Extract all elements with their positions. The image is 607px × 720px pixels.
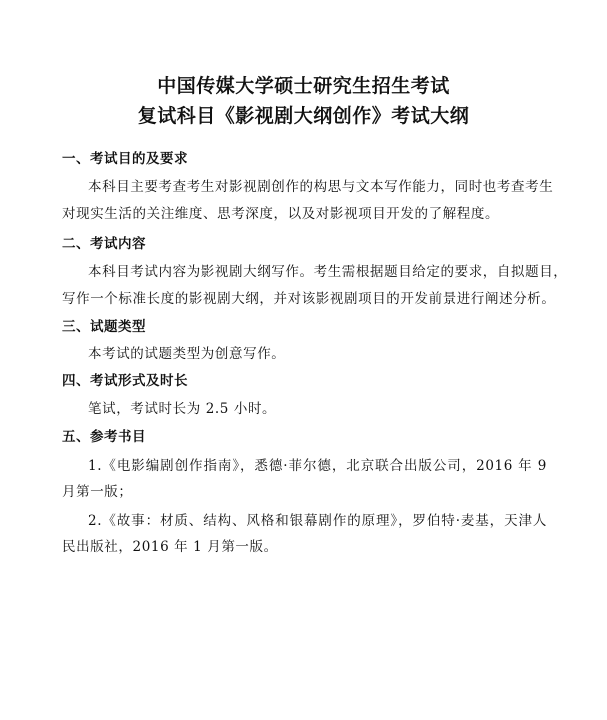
section-heading-3: 三、试题类型: [62, 319, 146, 335]
reference-item-1-line-1: 1.《电影编剧创作指南》，悉德·菲尔德，北京联合出版公司，2016 年 9: [88, 458, 547, 474]
section-heading-1: 一、考试目的及要求: [62, 151, 188, 167]
section-1-paragraph-line-1: 本科目主要考查考生对影视剧创作的构思与文本写作能力，同时也考查考生: [88, 179, 554, 195]
section-heading-2: 二、考试内容: [62, 236, 146, 252]
reference-item-2-line-1: 2.《故事：材质、结构、风格和银幕剧作的原理》，罗伯特·麦基，天津人: [88, 513, 547, 529]
section-3-paragraph-line-1: 本考试的试题类型为创意写作。: [88, 346, 286, 362]
reference-item-1-line-2: 月第一版；: [62, 484, 133, 500]
section-2-paragraph-line-2: 写作一个标准长度的影视剧大纲，并对该影视剧项目的开发前景进行阐述分析。: [62, 291, 556, 307]
section-2-paragraph-line-1: 本科目考试内容为影视剧大纲写作。考生需根据题目给定的要求，自拟题目，: [88, 264, 568, 280]
reference-item-2-line-2: 民出版社，2016 年 1 月第一版。: [62, 539, 278, 555]
section-1-paragraph-line-2: 对现实生活的关注维度、思考深度，以及对影视项目开发的了解程度。: [62, 206, 500, 222]
section-heading-4: 四、考试形式及时长: [62, 373, 188, 389]
document-title-line-1: 中国传媒大学硕士研究生招生考试: [157, 75, 450, 97]
section-heading-5: 五、参考书目: [62, 429, 146, 445]
section-4-paragraph-line-1: 笔试，考试时长为 2.5 小时。: [88, 401, 277, 417]
document-title-line-2: 复试科目《影视剧大纲创作》考试大纲: [137, 105, 470, 127]
